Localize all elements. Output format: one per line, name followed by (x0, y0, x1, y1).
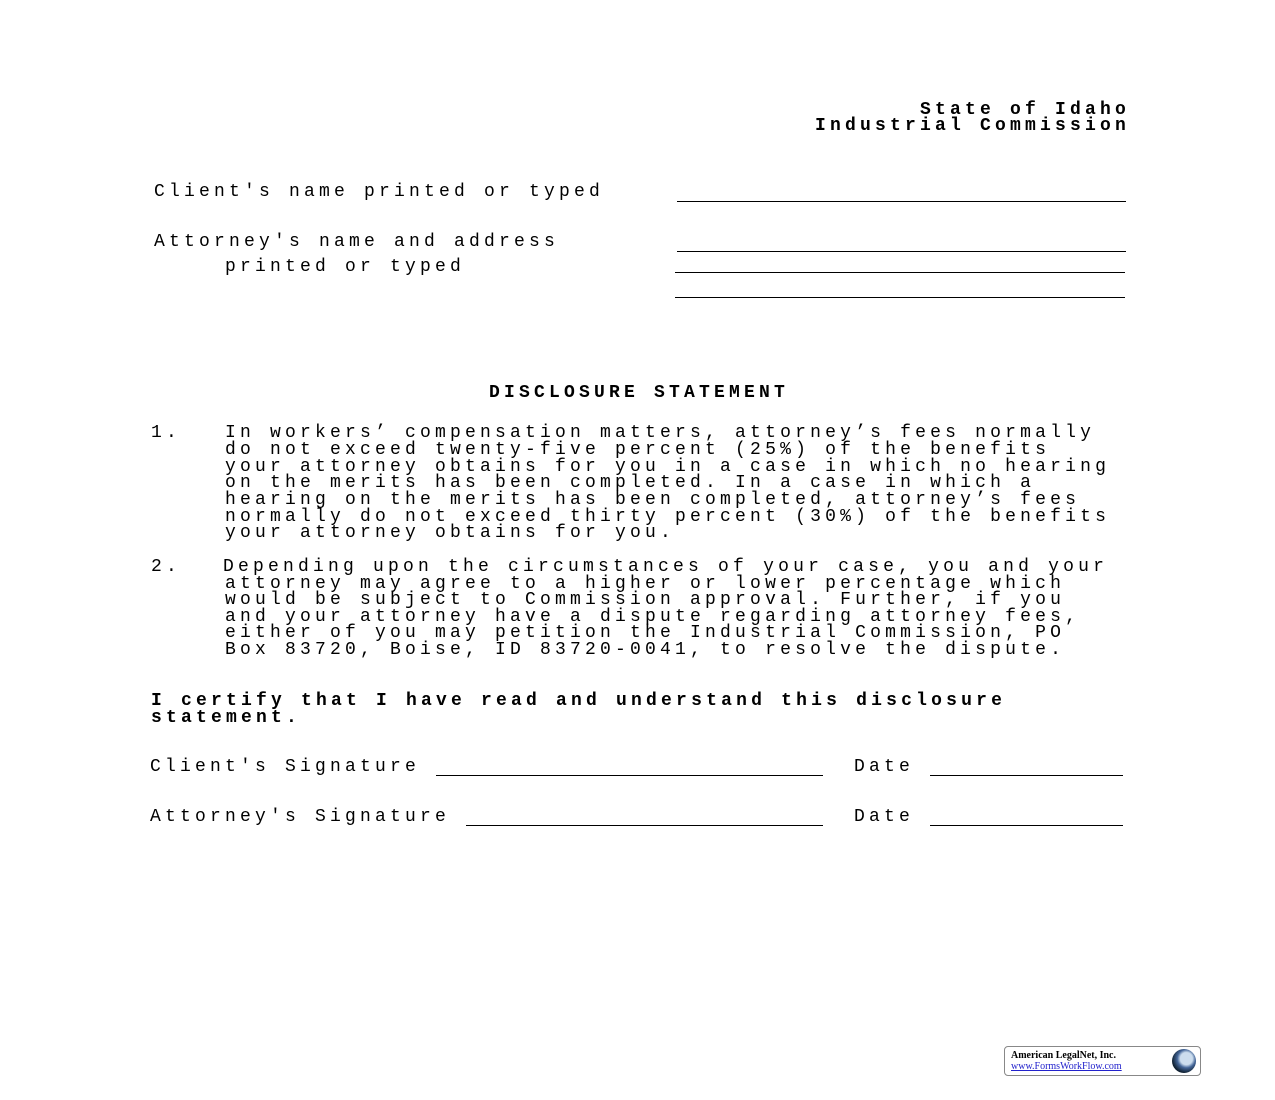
text-line: normally do not exceed thirty percent (30%) of the benefits (225, 507, 1111, 527)
logo-link[interactable]: www.FormsWorkFlow.com (1011, 1061, 1122, 1072)
certify-line-1: I certify that I have read and understand this disclosure (151, 691, 1007, 711)
header-commission: Industrial Commission (814, 116, 1130, 136)
item-1-number: 1. (151, 423, 182, 443)
client-name-line[interactable] (677, 201, 1126, 202)
globe-icon (1172, 1049, 1196, 1073)
text-line: Box 83720, Boise, ID 83720-0041, to resolve the dispute. (225, 640, 1066, 660)
item-2-number: 2. (151, 557, 182, 577)
text-line: hearing on the merits has been completed, attorney’s fees (225, 490, 1081, 510)
attorney-date-line[interactable] (930, 825, 1123, 826)
disclosure-title: DISCLOSURE STATEMENT (489, 383, 790, 403)
text-line: Depending upon the circumstances of your case, you and your (223, 557, 1109, 577)
header-state: State of Idaho (919, 100, 1130, 120)
attorney-signature-label: Attorney's Signature (150, 807, 451, 827)
logo-name: American LegalNet, Inc. (1011, 1050, 1116, 1061)
client-date-line[interactable] (930, 775, 1123, 776)
attorney-date-label: Date (854, 807, 915, 827)
text-line: on the merits has been completed. In a case in which a (225, 473, 1036, 493)
client-signature-label: Client's Signature (150, 757, 421, 777)
client-signature-line[interactable] (436, 775, 823, 776)
text-line: your attorney obtains for you in a case in which no hearing (225, 457, 1111, 477)
text-line: do not exceed twenty-five percent (25%) of the benefits (225, 440, 1051, 460)
legalnet-logo[interactable] (1004, 1046, 1201, 1076)
text-line: attorney may agree to a higher or lower percentage which (225, 574, 1066, 594)
text-line: either of you may petition the Industrial Commission, PO (225, 623, 1066, 643)
text-line: and your attorney have a dispute regarding attorney fees, (225, 607, 1081, 627)
attorney-line-1[interactable] (677, 251, 1126, 252)
attorney-name-label-2: printed or typed (225, 257, 466, 277)
attorney-line-2[interactable] (675, 272, 1125, 273)
certify-line-2: statement. (151, 708, 302, 728)
text-line: would be subject to Commission approval. Further, if you (225, 590, 1066, 610)
client-date-label: Date (854, 757, 915, 777)
attorney-name-label: Attorney's name and address (154, 232, 560, 252)
client-name-label: Client's name printed or typed (154, 182, 605, 202)
text-line: your attorney obtains for you. (225, 523, 676, 543)
attorney-line-3[interactable] (675, 297, 1125, 298)
attorney-signature-line[interactable] (466, 825, 823, 826)
text-line: In workers’ compensation matters, attorney’s fees normally (225, 423, 1096, 443)
